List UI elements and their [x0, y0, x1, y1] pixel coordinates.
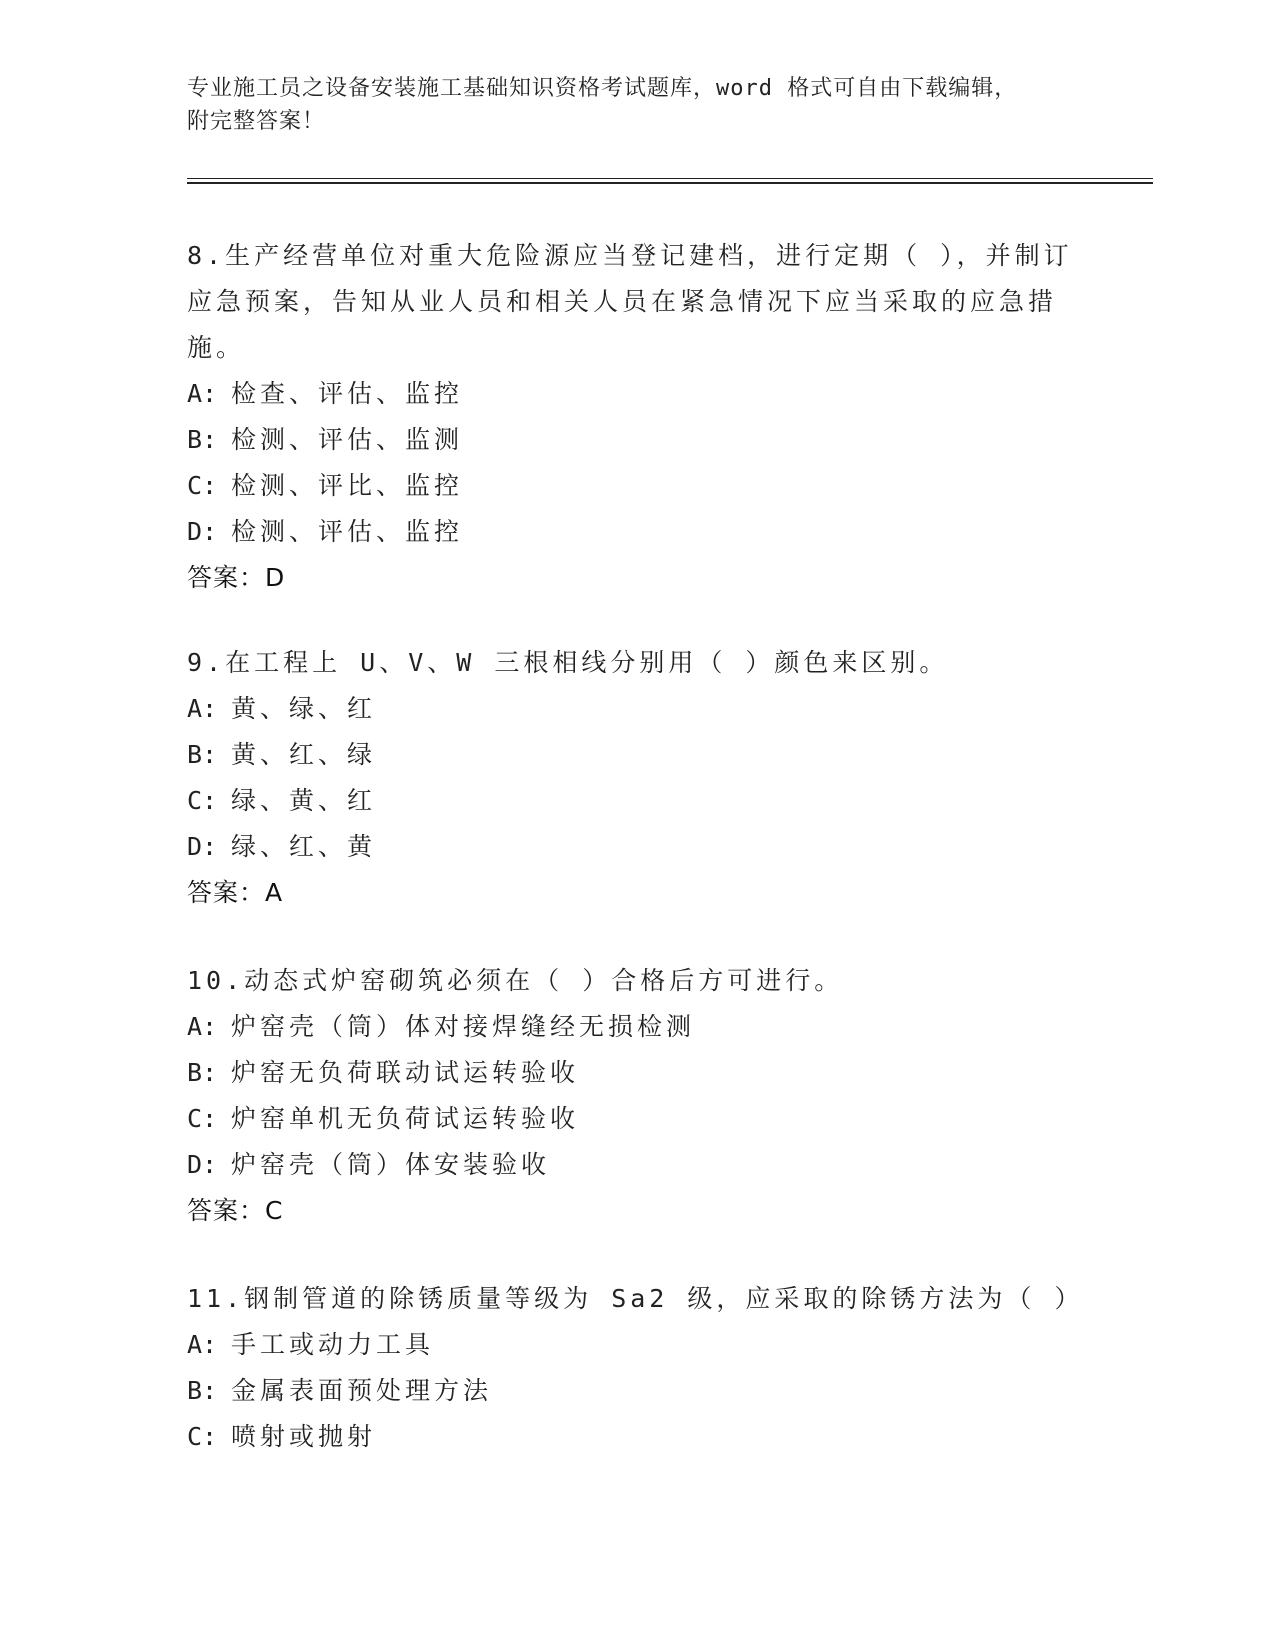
- question-text-line: 10.动态式炉窑砌筑必须在（ ）合格后方可进行。: [187, 966, 844, 995]
- option-b: [187, 732, 1067, 778]
- option-key: B:: [187, 1376, 218, 1405]
- option-text: 检测、评估、监控: [231, 517, 464, 546]
- header-divider-thick: [187, 182, 1153, 184]
- option-a: [187, 1322, 1067, 1368]
- option-text: 绿、红、黄: [231, 832, 377, 861]
- header-line-1: 专业施工员之设备安装施工基础知识资格考试题库，word 格式可自由下载编辑，: [187, 76, 1018, 101]
- option-c: [187, 778, 1067, 824]
- option-key: A:: [187, 1330, 218, 1359]
- question-text-line: 施。: [187, 333, 246, 362]
- option-key: D:: [187, 832, 218, 861]
- question-11: [187, 1276, 1084, 1460]
- option-b: [187, 1050, 1067, 1096]
- option-c: [187, 463, 1067, 509]
- option-a: [187, 1004, 1067, 1050]
- option-text: 喷射或抛射: [231, 1422, 377, 1451]
- option-key: D:: [187, 1150, 218, 1179]
- option-key: B:: [187, 740, 218, 769]
- answer-label: 答案：C: [187, 1196, 284, 1225]
- option-text: 金属表面预处理方法: [231, 1376, 493, 1405]
- option-b: [187, 417, 1067, 463]
- option-text: 炉窑单机无负荷试运转验收: [231, 1104, 580, 1133]
- option-text: 手工或动力工具: [231, 1330, 435, 1359]
- option-d: [187, 509, 1067, 555]
- option-c: [187, 1096, 1067, 1142]
- option-text: 黄、绿、红: [231, 694, 377, 723]
- question-10: [187, 958, 1067, 1234]
- header-line-2: 附完整答案！: [187, 109, 326, 134]
- option-a: [187, 371, 1067, 417]
- option-text: 检测、评比、监控: [231, 471, 464, 500]
- option-d: [187, 1142, 1067, 1188]
- header-divider-thin: [187, 178, 1153, 179]
- option-key: B:: [187, 1058, 218, 1087]
- question-8: [187, 233, 1073, 601]
- option-text: 炉窑壳（筒）体安装验收: [231, 1150, 551, 1179]
- option-text: 检测、评估、监测: [231, 425, 464, 454]
- option-d: [187, 824, 1067, 870]
- option-b: [187, 1368, 1067, 1414]
- option-key: C:: [187, 786, 218, 815]
- option-key: B:: [187, 425, 218, 454]
- option-text: 黄、红、绿: [231, 740, 377, 769]
- question-text-line: 9.在工程上 U、V、W 三根相线分别用（ ）颜色来区别。: [187, 648, 949, 677]
- question-text-line: 8.生产经营单位对重大危险源应当登记建档，进行定期（ ），并制订: [187, 241, 1073, 270]
- document-header: [187, 72, 1067, 138]
- option-key: A:: [187, 694, 218, 723]
- option-key: D:: [187, 517, 218, 546]
- option-key: C:: [187, 1104, 218, 1133]
- option-text: 炉窑壳（筒）体对接焊缝经无损检测: [231, 1012, 696, 1041]
- answer-label: 答案：D: [187, 563, 286, 592]
- question-text-line: 应急预案，告知从业人员和相关人员在紧急情况下应当采取的应急措: [187, 287, 1058, 316]
- option-key: C:: [187, 471, 218, 500]
- option-key: C:: [187, 1422, 218, 1451]
- option-c: [187, 1414, 1067, 1460]
- option-text: 炉窑无负荷联动试运转验收: [231, 1058, 580, 1087]
- option-key: A:: [187, 379, 218, 408]
- option-a: [187, 686, 1067, 732]
- question-text-line: 11.钢制管道的除锈质量等级为 Sa2 级，应采取的除锈方法为（ ）: [187, 1284, 1084, 1313]
- answer-label: 答案：A: [187, 878, 284, 907]
- option-key: A:: [187, 1012, 218, 1041]
- question-9: [187, 640, 1067, 916]
- option-text: 绿、黄、红: [231, 786, 377, 815]
- option-text: 检查、评估、监控: [231, 379, 464, 408]
